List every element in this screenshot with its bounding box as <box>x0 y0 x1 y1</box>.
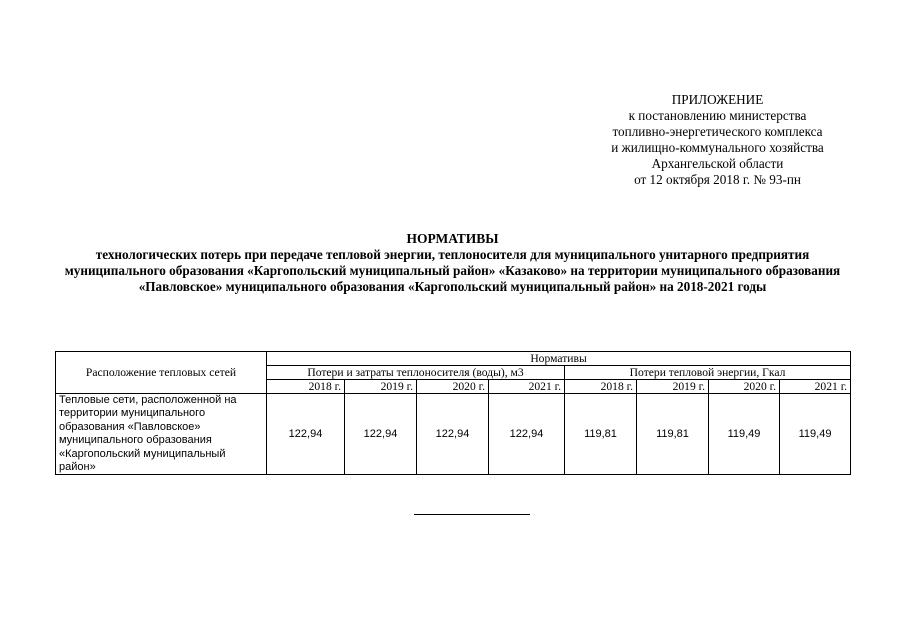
year-header: 2021 г. <box>489 380 565 394</box>
table-row <box>56 394 851 475</box>
appendix-line: к постановлению министерства <box>628 108 807 123</box>
appendix-heading: ПРИЛОЖЕНИЕ <box>671 92 764 107</box>
appendix-block <box>560 92 875 188</box>
coolant-value-cell: 122,94 <box>417 394 489 475</box>
location-header: Расположение тепловых сетей <box>56 352 267 394</box>
year-header: 2019 г. <box>637 380 709 394</box>
year-header: 2021 г. <box>780 380 851 394</box>
year-header: 2018 г. <box>565 380 637 394</box>
document-subtitle: технологических потерь при передаче тепловой энергии, теплоносителя для муниципального унитарного предприятия муниципального образования «Каргопольский муниципальный район» «Казаково» на территории муниципального образования «Павловское» муниципального образования «Каргопольский муниципальный район» на 2018-2021 годы <box>64 247 841 294</box>
coolant-loss-header: Потери и затраты теплоносителя (воды), м3 <box>267 366 565 380</box>
appendix-date: от 12 октября 2018 г. № 93-пн <box>634 172 801 187</box>
heat-value-cell: 119,49 <box>709 394 780 475</box>
coolant-value-cell: 122,94 <box>345 394 417 475</box>
year-header: 2020 г. <box>417 380 489 394</box>
appendix-line: и жилищно-коммунального хозяйства <box>611 140 824 155</box>
appendix-line: Архангельской области <box>651 156 784 171</box>
coolant-value-cell: 122,94 <box>267 394 345 475</box>
heat-value-cell: 119,49 <box>780 394 851 475</box>
heat-value-cell: 119,81 <box>565 394 637 475</box>
heat-value-cell: 119,81 <box>637 394 709 475</box>
year-header: 2019 г. <box>345 380 417 394</box>
norms-table <box>55 351 851 475</box>
appendix-line: топливно-энергетического комплекса <box>612 124 823 139</box>
footer-divider <box>414 514 530 515</box>
year-header: 2018 г. <box>267 380 345 394</box>
norms-header: Нормативы <box>267 352 851 366</box>
year-header: 2020 г. <box>709 380 780 394</box>
title-block <box>50 231 855 295</box>
document-title: НОРМАТИВЫ <box>406 231 499 246</box>
heat-loss-header: Потери тепловой энергии, Гкал <box>565 366 851 380</box>
coolant-value-cell: 122,94 <box>489 394 565 475</box>
location-cell: Тепловые сети, расположенной на территории муниципального образования «Павловское» муниципального образования «Каргопольский муниципальный район» <box>56 394 267 475</box>
